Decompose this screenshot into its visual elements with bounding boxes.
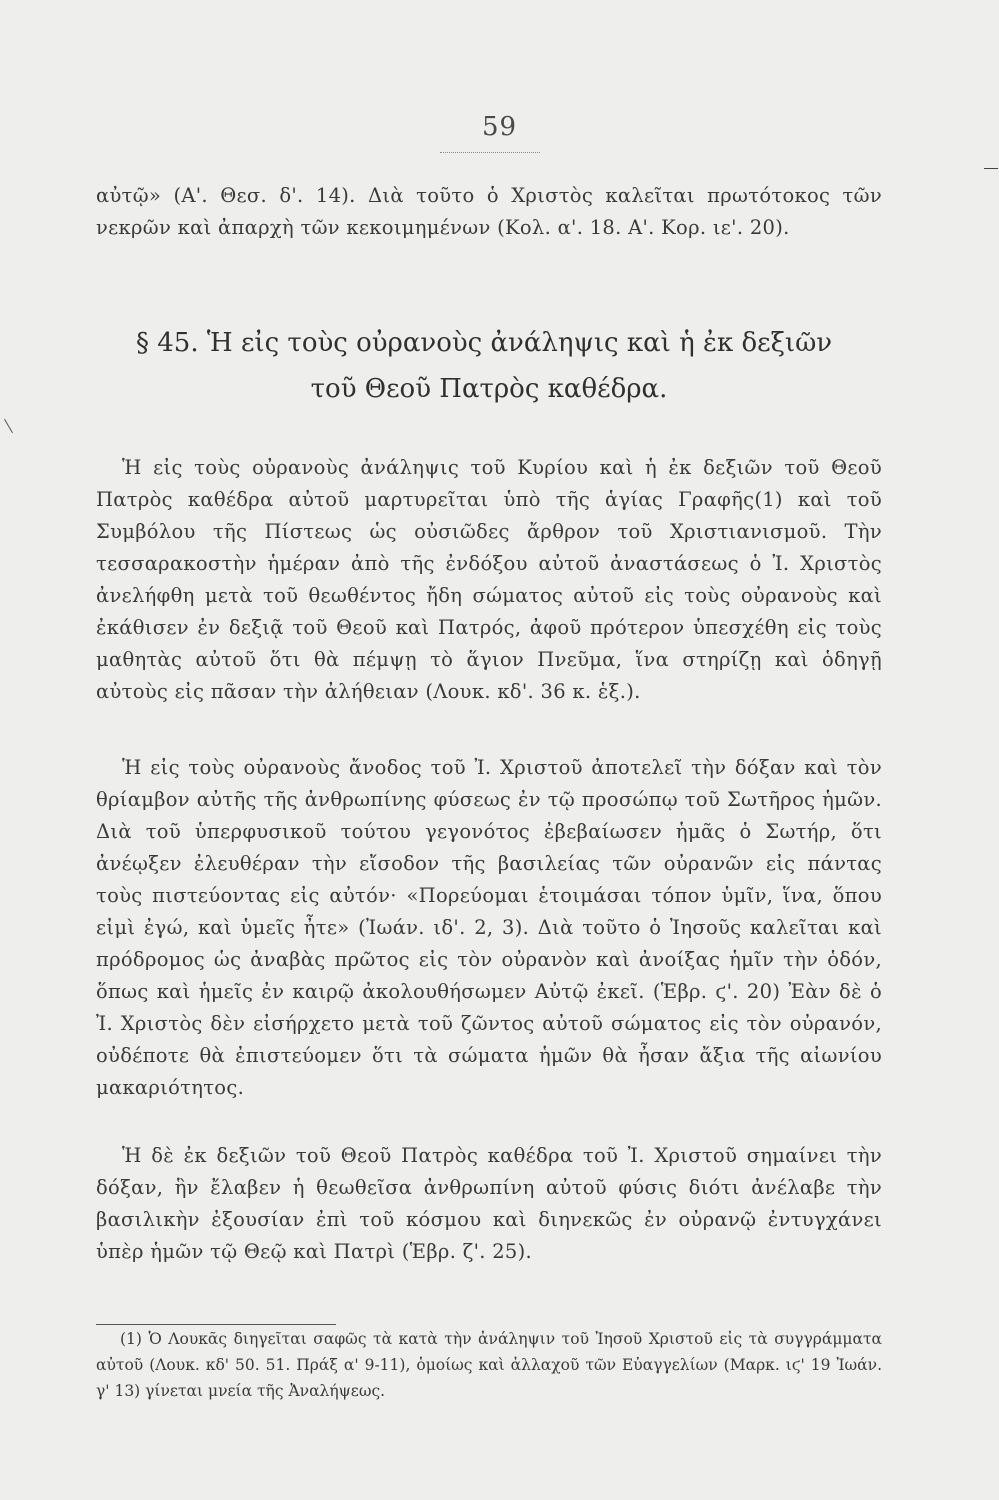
margin-mark bbox=[4, 419, 13, 433]
paragraph-right-hand-session: Ἡ δὲ ἐκ δεξιῶν τοῦ Θεοῦ Πατρὸς καθέδρα τοῦ Ἰ. Χριστοῦ σημαίνει τὴν δόξαν, ἣν ἔλαβεν ἡ θεωθεῖσα ἀνθρωπίνη αὐτοῦ φύσις διότι ἀνέλαβε τὴν βασιλικὴν ἐξουσίαν ἐπὶ τοῦ κόσμου καὶ διηνεκῶς ἐν οὐρανῷ ἐντυγχάνει ὑπὲρ ἡμῶν τῷ Θεῷ καὶ Πατρὶ (Ἑβρ. ζ'. 25). bbox=[96, 1144, 882, 1263]
intro-paragraph: αὐτῷ» (Α'. Θεσ. δ'. 14). Διὰ τοῦτο ὁ Χριστὸς καλεῖται πρωτότοκος τῶν νεκρῶν καὶ ἀπαρχὴ τῶν κεκοιμημένων (Κολ. α'. 18. Α'. Κορ. ιε'. 20). bbox=[96, 184, 882, 239]
paragraph-ascent-glory: Ἡ εἰς τοὺς οὐρανοὺς ἄνοδος τοῦ Ἰ. Χριστοῦ ἀποτελεῖ τὴν δόξαν καὶ τὸν θρίαμβον αὐτῆς τῆς ἀνθρωπίνης φύσεως ἐν τῷ προσώπῳ τοῦ Σωτῆρος ἡμῶν. Διὰ τοῦ ὑπερφυσικοῦ τούτου γεγονότος ἐβεβαίωσεν ἡμᾶς ὁ Σωτήρ, ὅτι ἀνέῳξεν ἐλευθέραν τὴν εἴσοδον τῆς βασιλείας τῶν οὐρανῶν εἰς πάντας τοὺς πιστεύοντας εἰς αὐτόν· «Πορεύομαι ἑτοιμάσαι τόπον ὑμῖν, ἵνα, ὅπου εἰμὶ ἐγώ, καὶ ὑμεῖς ἦτε» (Ἰωάν. ιδ'. 2, 3). Διὰ τοῦτο ὁ Ἰησοῦς καλεῖται καὶ πρόδρομος ὡς ἀναβὰς πρῶτος εἰς τὸν οὐρανὸν καὶ ἀνοίξας ἡμῖν τὴν ὁδόν, ὅπως καὶ ἡμεῖς ἐν καιρῷ ἀκολουθήσωμεν Αὐτῷ ἐκεῖ. (Ἑβρ. ϛ'. 20) Ἐὰν δὲ ὁ Ἰ. Χριστὸς δὲν εἰσήρχετο μετὰ τοῦ ζῶντος αὐτοῦ σώματος εἰς τὸν οὐρανόν, οὐδέποτε θὰ ἐπιστεύομεν ὅτι τὰ σώματα ἡμῶν θὰ ἦσαν ἄξια τῆς αἰωνίου μακαριότητος. bbox=[96, 756, 882, 1099]
section-heading bbox=[96, 320, 882, 412]
section-heading-line-1: § 45. Ἡ εἰς τοὺς οὐρανοὺς ἀνάληψις καὶ ἡ ἐκ δεξιῶν bbox=[136, 328, 833, 358]
margin-mark bbox=[984, 168, 998, 169]
page-number-rule bbox=[440, 152, 540, 153]
page-number: 59 bbox=[481, 112, 518, 142]
section-heading-line-2: τοῦ Θεοῦ Πατρὸς καθέδρα. bbox=[310, 374, 668, 404]
footnote-divider bbox=[96, 1324, 336, 1325]
paragraph-ascension: Ἡ εἰς τοὺς οὐρανοὺς ἀνάληψις τοῦ Κυρίου καὶ ἡ ἐκ δεξιῶν τοῦ Θεοῦ Πατρὸς καθέδρα αὐτοῦ μαρτυρεῖται ὑπὸ τῆς ἁγίας Γραφῆς(1) καὶ τοῦ Συμβόλου τῆς Πίστεως ὡς οὐσιῶδες ἄρθρον τοῦ Χριστιανισμοῦ. Τὴν τεσσαρακοστὴν ἡμέραν ἀπὸ τῆς ἐνδόξου αὐτοῦ ἀναστάσεως ὁ Ἰ. Χριστὸς ἀνελήφθη μετὰ τοῦ θεωθέντος ἤδη σώματος αὐτοῦ εἰς τοὺς οὐρανοὺς καὶ ἐκάθισεν ἐν δεξιᾷ τοῦ Θεοῦ καὶ Πατρός, ἀφοῦ πρότερον ὑπεσχέθη εἰς τοὺς μαθητὰς αὐτοῦ ὅτι θὰ πέμψῃ τὸ ἅγιον Πνεῦμα, ἵνα στηρίζῃ καὶ ὁδηγῇ αὐτοὺς εἰς πᾶσαν τὴν ἀλήθειαν (Λουκ. κδ'. 36 κ. ἑξ.). bbox=[96, 456, 882, 703]
footnote: (1) Ὁ Λουκᾶς διηγεῖται σαφῶς τὰ κατὰ τὴν ἀνάληψιν τοῦ Ἰησοῦ Χριστοῦ εἰς τὰ συγγράμματα αὐτοῦ (Λουκ. κδ' 50. 51. Πράξ α' 9-11), ὁμοίως καὶ ἀλλαχοῦ τῶν Εὐαγγελίων (Μαρκ. ιϛ' 19 Ἰωάν. γ' 13) γίνεται μνεία τῆς Ἀναλήψεως. bbox=[96, 1330, 882, 1400]
